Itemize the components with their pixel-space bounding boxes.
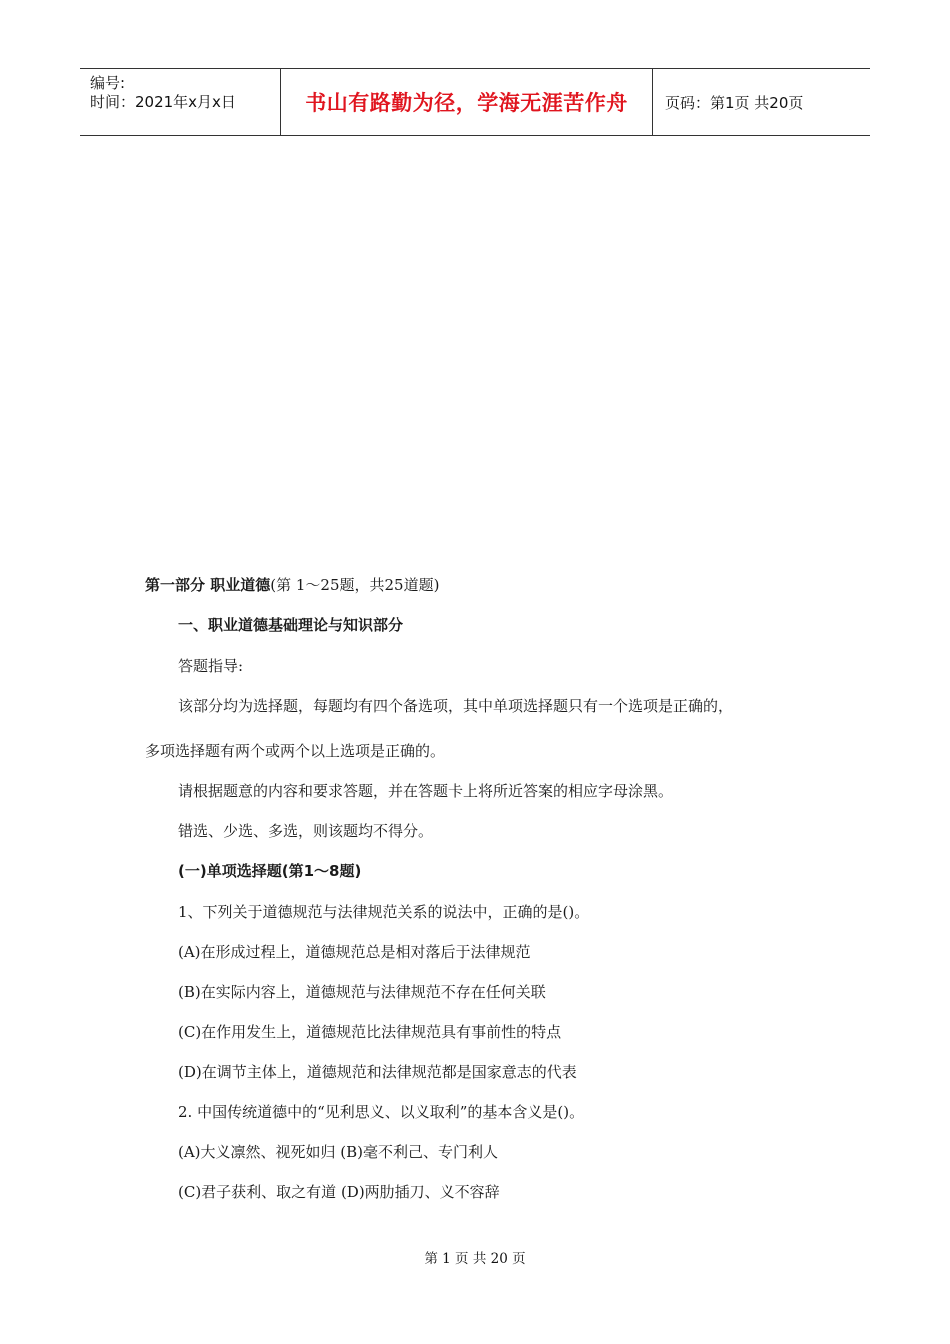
- guide-paragraph-1-continued: 多项选择题有两个或两个以上选项是正确的。: [145, 742, 446, 760]
- guide-paragraph-1: 该部分均为选择题，每题均有四个备选项，其中单项选择题只有一个选项是正确的，: [178, 697, 734, 715]
- guide-label: 答题指导:: [178, 657, 244, 675]
- question-1-option-c: (C)在作用发生上，道德规范比法律规范具有事前性的特点: [178, 1023, 562, 1041]
- question-1-option-d: (D)在调节主体上，道德规范和法律规范都是国家意志的代表: [178, 1063, 577, 1081]
- document-header: [80, 68, 870, 136]
- time-label: 时间：2021年x月x日: [90, 93, 236, 111]
- question-2-options-ab: (A)大义凛然、视死如归 (B)毫不利己、专门利人: [178, 1143, 499, 1161]
- question-1: 1、下列关于道德规范与法律规范关系的说法中，正确的是()。: [178, 903, 590, 921]
- header-motto: 书山有路勤为径，学海无涯苦作舟: [281, 69, 653, 135]
- subsection-title: (一)单项选择题(第1～8题): [178, 862, 362, 880]
- question-1-option-a: (A)在形成过程上，道德规范总是相对落后于法律规范: [178, 943, 531, 961]
- part-title-bold: 第一部分 职业道德: [145, 576, 271, 594]
- header-page-code: 页码：第1页 共20页: [665, 93, 804, 112]
- header-meta-cell: [80, 69, 281, 135]
- part-title-rest: (第 1～25题，共25道题): [270, 576, 440, 594]
- guide-paragraph-2: 请根据题意的内容和要求答题，并在答题卡上将所近答案的相应字母涂黑。: [178, 782, 674, 800]
- number-label: 编号:: [90, 74, 126, 92]
- question-1-option-b: (B)在实际内容上，道德规范与法律规范不存在任何关联: [178, 983, 546, 1001]
- guide-paragraph-3: 错选、少选、多选，则该题均不得分。: [178, 822, 434, 840]
- part-title: [145, 574, 439, 595]
- page-footer: 第 1 页 共 20 页: [424, 1251, 526, 1267]
- section-title: 一、职业道德基础理论与知识部分: [178, 616, 404, 634]
- question-2-options-cd: (C)君子获利、取之有道 (D)两肋插刀、义不容辞: [178, 1183, 500, 1201]
- question-2: 2. 中国传统道德中的“见利思义、以义取利”的基本含义是()。: [178, 1103, 585, 1121]
